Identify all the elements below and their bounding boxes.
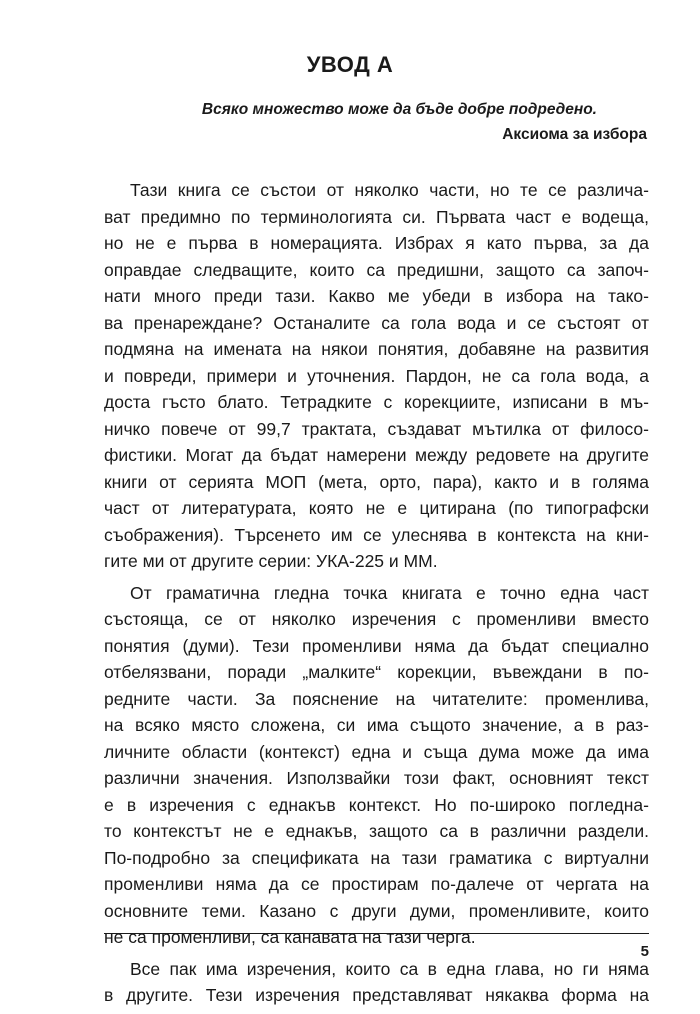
text-line: отбелязвани, поради „малките“ корекции, въвеждани в по- bbox=[104, 662, 649, 682]
page-number: 5 bbox=[640, 943, 649, 960]
paragraph-2 bbox=[104, 580, 649, 951]
paragraph-1 bbox=[104, 177, 649, 575]
text-line: ва пренареждане? Останалите са гола вода и се състоят от bbox=[104, 312, 649, 333]
epigraph bbox=[127, 97, 647, 147]
body-text bbox=[104, 177, 649, 1014]
epigraph-quote: Всяко множество може да бъде добре подредено. bbox=[201, 101, 597, 118]
text-line: Тази книга се състои от няколко части, но те се различа- bbox=[130, 180, 649, 200]
text-line: Все пак има изречения, които са в една глава, но ги няма bbox=[130, 958, 649, 979]
text-line: променливи няма да се простирам по-далече от чергата на bbox=[104, 874, 649, 894]
text-line: подмяна на имената на някои понятия, добавяне на развития bbox=[104, 339, 649, 359]
text-line: състояща, се от няколко изречения с променливи вместо bbox=[104, 609, 649, 629]
footer-rule bbox=[104, 933, 649, 934]
text-line: част от литературата, която не е цитирана (по типографски bbox=[104, 498, 649, 518]
text-line: ничко повече от 99,7 трактата, създават мътилка от филосо- bbox=[104, 418, 649, 439]
text-line: гите ми от другите серии: УКА-225 и ММ. bbox=[104, 551, 438, 571]
text-line: съображения). Търсенето им се улеснява в контекста на кни- bbox=[104, 524, 649, 545]
text-line: на всяко място сложена, си има същото значение, а в раз- bbox=[104, 715, 649, 735]
text-line: книги от серията МОП (мета, орто, пара), както и в голяма bbox=[104, 471, 649, 492]
text-line: е в изречения с еднакъв контекст. Но по-широко погледна- bbox=[104, 794, 649, 815]
chapter-title: УВОД А bbox=[306, 52, 394, 77]
text-line: фистики. Могат да бъдат намерени между редовете на другите bbox=[104, 445, 649, 465]
text-line: доста гъсто блато. Тетрадките с корекциите, изписани в мъ- bbox=[104, 392, 649, 412]
text-line: редните части. За пояснение на читателите: променлива, bbox=[104, 688, 649, 709]
epigraph-source: Аксиома за избора bbox=[502, 126, 647, 143]
text-line: не са променливи, са канавата на тази черга. bbox=[104, 927, 476, 947]
text-line: но не е първа в номерацията. Избрах я като първа, за да bbox=[104, 233, 649, 253]
text-line: и повреди, примери и уточнения. Пардон, не са гола вода, а bbox=[104, 365, 649, 386]
text-line: понятия (думи). Тези променливи няма да бъдат специално bbox=[104, 635, 649, 656]
text-line: ват предимно по терминологията си. Първата част е водеща, bbox=[104, 206, 649, 227]
text-line: то контекстът не е еднакъв, защото са в различни раздели. bbox=[104, 821, 649, 841]
text-line: По-подробно за спецификата на тази граматика с виртуални bbox=[104, 847, 649, 868]
text-line: личните области (контекст) една и съща дума може да има bbox=[104, 741, 649, 762]
text-line: От граматична гледна точка книгата е точно една част bbox=[130, 582, 649, 603]
text-line: основните теми. Казано с други думи, променливите, които bbox=[104, 900, 649, 921]
text-line: в другите. Тези изречения представляват някаква форма на bbox=[104, 985, 649, 1005]
text-line: нати много преди тази. Какво ме убеди в избора на тако- bbox=[104, 286, 649, 306]
text-line: оправдае следващите, които са предишни, защото са започ- bbox=[104, 259, 649, 280]
text-line: различни значения. Използвайки този факт, основният текст bbox=[104, 768, 649, 788]
paragraph-3 bbox=[104, 956, 649, 1009]
